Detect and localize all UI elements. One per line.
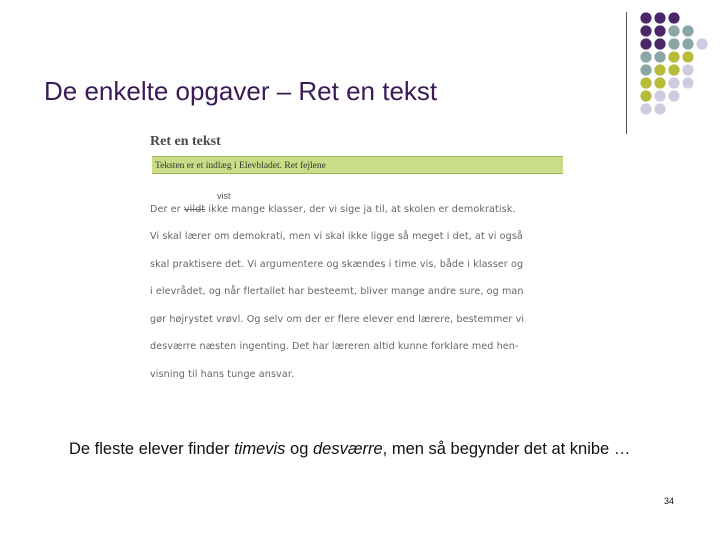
decorative-dot [668, 12, 679, 23]
caption-italic: timevis [234, 440, 286, 458]
excerpt-heading: Ret en tekst [150, 134, 221, 149]
decorative-dot [668, 51, 679, 62]
decorative-dot [654, 77, 665, 88]
decorative-dot [682, 38, 693, 49]
decorative-dot [682, 25, 693, 36]
line-text: ikke mange klasser, der vi sige ja til, at skolen er demokratisk. [205, 204, 516, 215]
decorative-dot [654, 90, 665, 101]
decorative-dot [654, 103, 665, 114]
excerpt-instruction-banner: Teksten er et indlæg i Elevbladet. Ret fejlene [152, 156, 563, 174]
decorative-dot [682, 77, 693, 88]
vertical-divider [626, 12, 627, 134]
decorative-dot [640, 103, 651, 114]
handwritten-correction: vist [217, 191, 231, 201]
decorative-dot [682, 51, 693, 62]
decorative-dot [640, 12, 651, 23]
caption-text: , men så begynder det at knibe … [382, 440, 631, 458]
decorative-dot [640, 51, 651, 62]
decorative-dot [654, 25, 665, 36]
decorative-dot [668, 25, 679, 36]
excerpt-line: gør højrystet vrøvl. Og selv om der er flere elever end lærere, bestemmer vi [150, 314, 525, 325]
line-text: Der er [150, 204, 184, 215]
decorative-dot [654, 12, 665, 23]
excerpt-line: desværre næsten ingenting. Det har læreren altid kunne forklare med hen- [150, 341, 519, 352]
excerpt-line: i elevrådet, og når flertallet har besteemt, bliver mange andre sure, og man [150, 286, 524, 297]
excerpt-line: visning til hans tunge ansvar. [150, 369, 295, 380]
decorative-dot [640, 25, 651, 36]
decorative-dot [668, 77, 679, 88]
decorative-dot [654, 64, 665, 75]
struck-word: vildt [183, 204, 206, 215]
textbook-excerpt [150, 134, 570, 384]
caption-italic: desværre [312, 440, 383, 458]
decorative-dot [640, 64, 651, 75]
caption-text: og [285, 440, 313, 458]
excerpt-line [150, 204, 516, 215]
decorative-dot [654, 51, 665, 62]
decorative-dot [640, 38, 651, 49]
excerpt-line: skal praktisere det. Vi argumentere og skændes i time vis, både i klasser og [150, 259, 524, 270]
decorative-dot [640, 77, 651, 88]
decorative-dot [696, 38, 707, 49]
decorative-dot-grid [0, 0, 720, 140]
caption-text: De fleste elever finder [69, 440, 235, 458]
excerpt-line: Vi skal lærer om demokrati, men vi skal ikke ligge så meget i det, at vi også [150, 231, 523, 242]
decorative-dot [668, 64, 679, 75]
decorative-dot [640, 90, 651, 101]
slide-caption [69, 438, 669, 460]
decorative-dot [682, 64, 693, 75]
page-number: 34 [664, 496, 675, 506]
decorative-dot [654, 38, 665, 49]
slide-title: De enkelte opgaver – Ret en tekst [44, 76, 438, 106]
decorative-dot [668, 90, 679, 101]
decorative-dot [668, 38, 679, 49]
